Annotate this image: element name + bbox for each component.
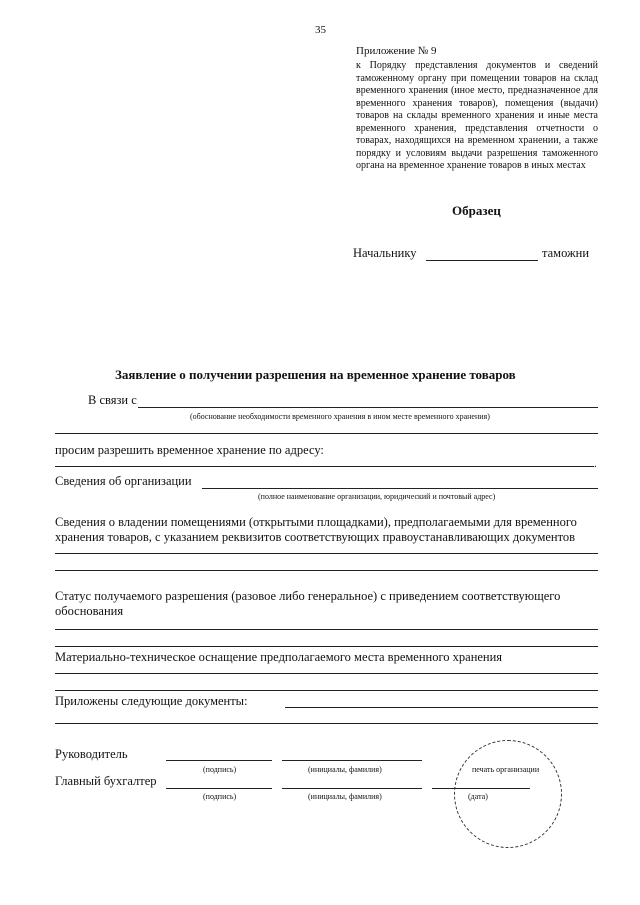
status-field-2[interactable] <box>55 646 598 647</box>
equipment-field-1[interactable] <box>55 673 598 674</box>
address-field[interactable] <box>55 466 594 467</box>
annex-title: Приложение № 9 <box>356 45 437 57</box>
head-signature-caption: (подпись) <box>203 765 237 774</box>
address-request-label: просим разрешить временное хранение по адресу: <box>55 443 324 457</box>
status-label-line1: Статус получаемого разрешения (разовое либо генеральное) с приведением соответствующего <box>55 589 561 603</box>
address-period: . <box>594 458 597 470</box>
annex-text: к Порядку представления документов и сведений таможенному органу при помещении товаров на склад временного хранения (иное место, предназначенное для временного хранения товаров), помещения (выдачи) товаров на склады временного хранения и иные места временного хранения, представления отчетности о товарах, находящихся на временном хранении, а также порядку и условиям выдачи разрешения таможенного органа на временное хранение товаров в иных местах <box>356 60 598 171</box>
accountant-name-caption: (инициалы, фамилия) <box>308 792 382 801</box>
org-field[interactable] <box>202 488 598 489</box>
status-label-line2: обоснования <box>55 604 124 618</box>
sample-label: Образец <box>452 203 501 218</box>
head-label: Руководитель <box>55 747 128 761</box>
reason-caption: (обоснование необходимости временного хранения в ином месте временного хранения) <box>190 412 490 421</box>
addressee-prefix: Начальнику <box>353 246 417 260</box>
customs-name-field[interactable] <box>426 260 538 261</box>
seal-placeholder-circle <box>454 740 562 848</box>
date-caption: (дата) <box>468 792 488 801</box>
form-title: Заявление о получении разрешения на временное хранение товаров <box>115 367 516 382</box>
attachments-label: Приложены следующие документы: <box>55 694 248 708</box>
premises-label-line2: хранения товаров, с указанием реквизитов соответствующих правоустанавливающих документов <box>55 530 576 544</box>
accountant-label: Главный бухгалтер <box>55 774 157 788</box>
equipment-field-2[interactable] <box>55 690 598 691</box>
head-name-field[interactable] <box>282 760 422 761</box>
reason-label: В связи с <box>88 393 137 407</box>
attachments-field-2[interactable] <box>55 723 598 724</box>
accountant-signature-caption: (подпись) <box>203 792 237 801</box>
status-field-1[interactable] <box>55 629 598 630</box>
head-name-caption: (инициалы, фамилия) <box>308 765 382 774</box>
accountant-signature-field[interactable] <box>166 788 272 789</box>
reason-field[interactable] <box>138 407 598 408</box>
page-number: 35 <box>315 24 326 36</box>
accountant-name-field[interactable] <box>282 788 422 789</box>
reason-field-continued[interactable] <box>55 433 598 434</box>
addressee-suffix: таможни <box>542 246 590 260</box>
equipment-label: Материально-техническое оснащение предполагаемого места временного хранения <box>55 650 503 664</box>
seal-label: печать организации <box>472 765 540 774</box>
premises-field-1[interactable] <box>55 553 598 554</box>
org-label: Сведения об организации <box>55 474 192 488</box>
org-caption: (полное наименование организации, юридический и почтовый адрес) <box>258 492 496 501</box>
premises-field-2[interactable] <box>55 570 598 571</box>
premises-label-line1: Сведения о владении помещениями (открытыми площадками), предполагаемыми для временного <box>55 515 577 529</box>
head-signature-field[interactable] <box>166 760 272 761</box>
attachments-field-1[interactable] <box>285 707 598 708</box>
